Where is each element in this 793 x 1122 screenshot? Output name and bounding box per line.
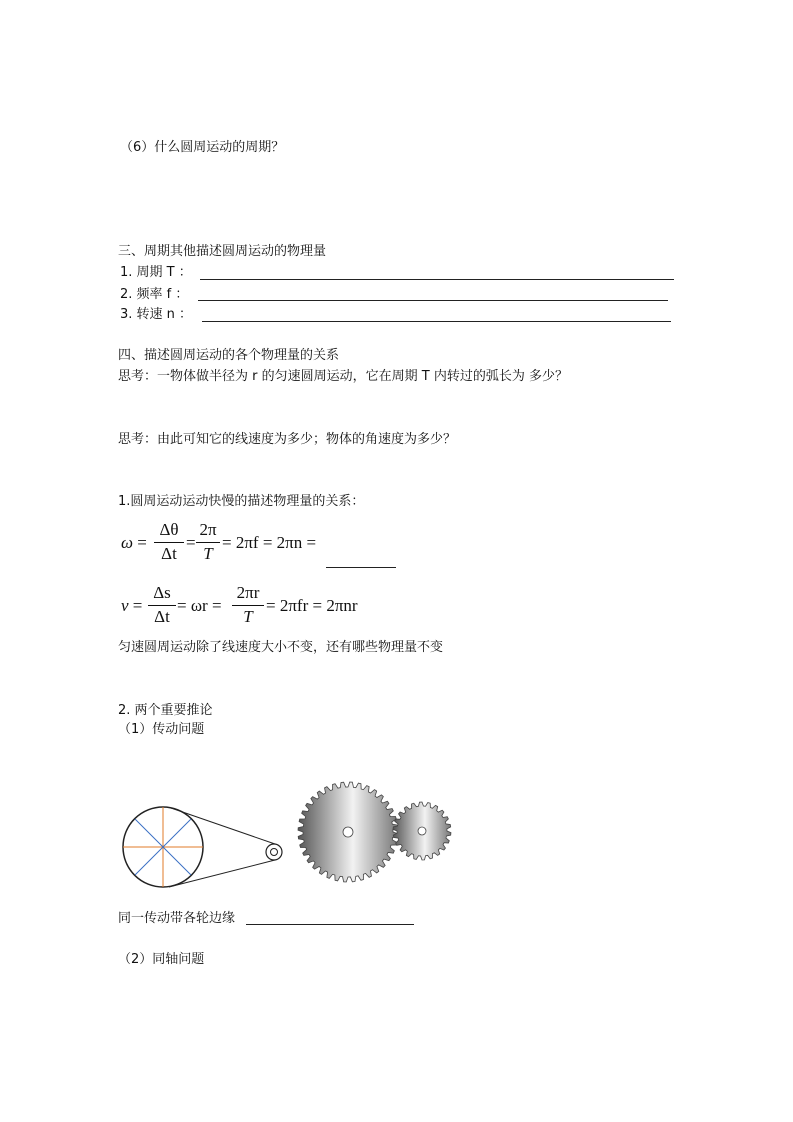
rotation-speed-blank[interactable] [202, 321, 671, 322]
rotation-speed-label: 3. 转速 n ： [120, 307, 193, 322]
conclusions-title: 2. 两个重要推论 [118, 703, 213, 718]
omega-frac-2 [196, 520, 220, 566]
omega-frac-1 [154, 520, 184, 566]
belt-drive-diagram [118, 800, 298, 900]
v-frac-1-den: Δt [154, 607, 170, 626]
large-gear-axle [343, 827, 353, 837]
frequency-label: 2. 频率 f ： [120, 287, 189, 302]
v-frac-2-den: T [243, 607, 253, 626]
omega-frac-1-den: Δt [161, 544, 177, 563]
question-6: （6）什么圆周运动的周期？ [120, 140, 285, 155]
belt-edge-label: 同一传动带各轮边缘 [118, 911, 236, 926]
v-mid: = ωr = [177, 596, 222, 615]
small-pulley-axle [271, 849, 278, 856]
belt-edge-blank[interactable] [246, 924, 414, 925]
omega-rest: = 2πf = 2πn = [222, 533, 317, 552]
section-4-title: 四、描述圆周运动的各个物理量的关系 [118, 348, 340, 363]
v-frac-2-num: 2πr [236, 583, 260, 602]
gear-diagram [296, 780, 456, 888]
coaxial-subtitle: （2）同轴问题 [118, 952, 205, 967]
omega-frac-2-num: 2π [199, 520, 217, 539]
relation-title: 1.圆周运动运动快慢的描述物理量的关系： [118, 494, 365, 509]
period-label: 1. 周期 T ： [120, 265, 192, 280]
transmission-subtitle: （1）传动问题 [118, 722, 205, 737]
frequency-blank[interactable] [198, 300, 668, 301]
omega-frac-2-den: T [203, 544, 213, 563]
v-symbol: v [121, 596, 129, 615]
v-frac-1 [148, 583, 176, 629]
period-blank[interactable] [200, 279, 674, 280]
v-frac-1-num: Δs [153, 583, 171, 602]
omega-frac-1-num: Δθ [159, 520, 179, 539]
omega-answer-blank[interactable] [326, 567, 396, 568]
omega-symbol: ω [121, 533, 134, 552]
section-3-title: 三、周期其他描述圆周运动的物理量 [118, 244, 327, 259]
uniform-motion-question: 匀速圆周运动除了线速度大小不变，还有哪些物理量不变 [118, 640, 444, 655]
v-rest: = 2πfr = 2πnr [266, 596, 358, 615]
small-gear-axle [418, 827, 426, 835]
v-frac-2 [232, 583, 264, 629]
think-question-2: 思考：由此可知它的线速度为多少；物体的角速度为多少？ [118, 432, 457, 447]
think-question-1: 思考：一物体做半径为 r 的匀速圆周运动，它在周期 T 内转过的弧长为 多少？ [118, 369, 568, 384]
